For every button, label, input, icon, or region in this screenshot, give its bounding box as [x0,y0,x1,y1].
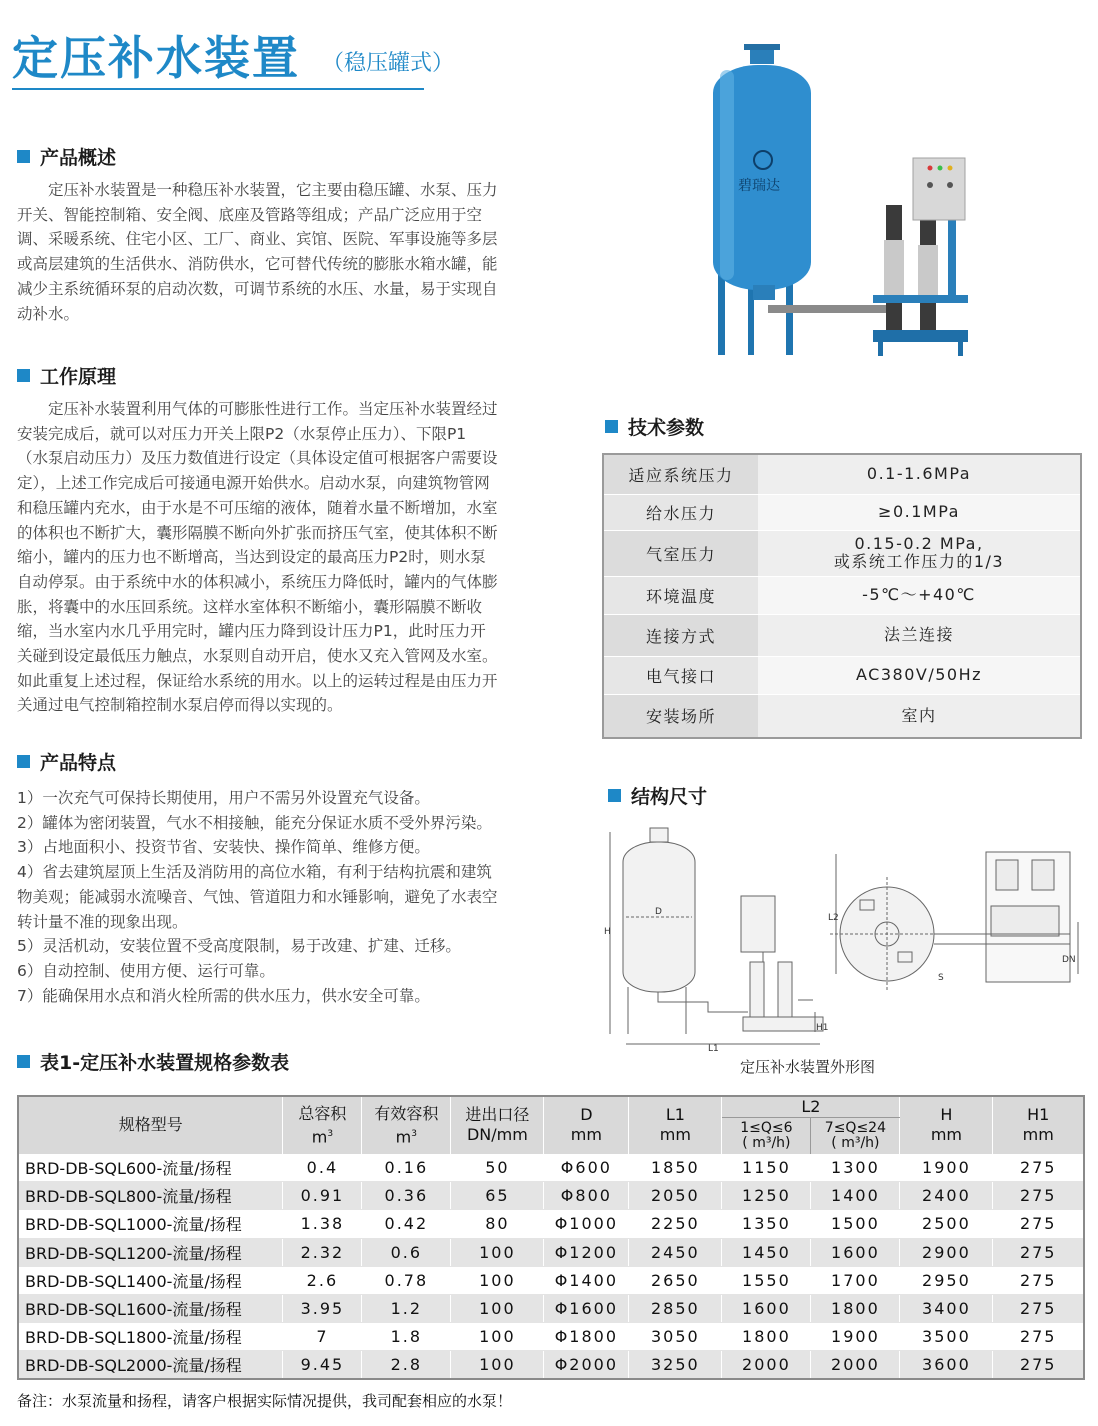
principle-paragraph [17,397,542,718]
header-h: H mm [900,1096,993,1154]
tech-key: 电气接口 [603,656,758,694]
product-photo [708,40,980,360]
cell-d: Φ1800 [544,1323,629,1351]
paragraph-line: 关通过电气控制箱控制水泵启停而得以实现的。 [17,696,343,715]
table-row [18,1323,1084,1351]
cell-model: BRD-DB-SQL800-流量/扬程 [18,1182,283,1210]
tech-key: 适应系统压力 [603,454,758,494]
overview-heading-text: 产品概述 [40,147,117,169]
principle-heading [17,362,116,389]
cell-l1: 1850 [629,1154,722,1182]
cell-l2-small-flow: 1600 [722,1294,811,1322]
cell-l1: 2250 [629,1210,722,1238]
cell-l2-small-flow: 1450 [722,1238,811,1266]
tech-key: 环境温度 [603,576,758,614]
cell-total-volume: 7 [283,1323,362,1351]
cell-l1: 3050 [629,1323,722,1351]
feature-item: 转计量不准的现象出现。 [17,912,188,931]
cell-h1: 275 [993,1266,1084,1294]
section-marker-icon [17,1055,30,1068]
feature-item: 3）占地面积小、投资节省、安装快、操作简单、维修方便。 [17,838,430,857]
tech-key: 气室压力 [603,530,758,576]
cell-h: 3500 [900,1323,993,1351]
cell-h: 1900 [900,1154,993,1182]
cell-h1: 275 [993,1182,1084,1210]
dim-label-l2: L2 [828,913,839,923]
cell-port: 80 [451,1210,544,1238]
paragraph-line: 动补水。 [17,304,80,323]
cell-port: 100 [451,1323,544,1351]
section-marker-icon [17,755,30,768]
cell-port: 100 [451,1294,544,1322]
dim-label-h1: H1 [816,1023,829,1033]
cell-l2-small-flow: 1350 [722,1210,811,1238]
paragraph-line: 开关、智能控制箱、安全阀、底座及管路等组成；产品广泛应用于空 [17,205,483,224]
dim-label-dn: DN [1062,955,1076,965]
paragraph-line: （水泵启动压力）及压力数值进行设定（具体设定值可根据客户需要设 [17,449,498,468]
dim-label-s: S [938,973,944,983]
cell-effective-volume: 2.8 [362,1351,451,1379]
header-port: 进出口径 DN/mm [451,1096,544,1154]
tech-key: 安装场所 [603,694,758,738]
tech-row [603,494,1081,530]
dim-label-h: H [604,927,611,937]
cell-d: Φ1600 [544,1294,629,1322]
header-l2-large-flow: 7≤Q≤24 ( m³/h) [811,1118,900,1154]
cell-l2-small-flow: 2000 [722,1351,811,1379]
cell-h1: 275 [993,1294,1084,1322]
cell-total-volume: 2.32 [283,1238,362,1266]
brand-logo-text: 碧瑞达 [738,178,780,194]
header-d: D mm [544,1096,629,1154]
paragraph-line: 减少主系统循环泵的启动次数，可调节系统的水压、水量，易于实现自 [17,279,498,298]
cell-model: BRD-DB-SQL1800-流量/扬程 [18,1323,283,1351]
cell-h1: 275 [993,1323,1084,1351]
cell-effective-volume: 0.16 [362,1154,451,1182]
cell-h1: 275 [993,1210,1084,1238]
paragraph-line: 自动停泵。由于系统中水的体积减小，系统压力降低时，罐内的气体膨 [17,572,498,591]
cell-h: 2950 [900,1266,993,1294]
cell-l2-small-flow: 1800 [722,1323,811,1351]
tech-key: 连接方式 [603,614,758,656]
tech-value: 室内 [758,694,1081,738]
title-underline [12,88,424,90]
dimension-drawing [598,822,1080,1054]
dim-label-l1: L1 [708,1044,719,1054]
cell-effective-volume: 0.36 [362,1182,451,1210]
table-row [18,1210,1084,1238]
paragraph-line: 缩小，罐内的压力也不断增高，当达到设定的最高压力P2时，则水泵 [17,548,486,567]
tech-row [603,614,1081,656]
tech-heading [605,413,704,440]
cell-l1: 3250 [629,1351,722,1379]
paragraph-line: 如此重复上述过程，保证给水系统的用水。以上的运转过程是由压力开 [17,671,498,690]
feature-item: 物美观；能减弱水流噪音、气蚀、管道阻力和水锤影响，避免了水表空 [17,887,498,906]
cell-l2-small-flow: 1550 [722,1266,811,1294]
header-h1: H1 mm [993,1096,1084,1154]
cell-port: 50 [451,1154,544,1182]
table-row [18,1154,1084,1182]
paragraph-line: 定压补水装置是一种稳压补水装置，它主要由稳压罐、水泵、压力 [17,181,498,199]
section-marker-icon [17,369,30,382]
cell-effective-volume: 0.78 [362,1266,451,1294]
header-l2: L2 [722,1096,900,1118]
cell-model: BRD-DB-SQL600-流量/扬程 [18,1154,283,1182]
table-row [18,1351,1084,1379]
cell-total-volume: 0.4 [283,1154,362,1182]
cell-port: 100 [451,1238,544,1266]
cell-port: 100 [451,1266,544,1294]
paragraph-line: 和稳压罐内充水，由于水是不可压缩的液体，随着水量不断增加，水室 [17,498,498,517]
tech-row [603,694,1081,738]
feature-item: 5）灵活机动，安装位置不受高度限制，易于改建、扩建、迁移。 [17,937,461,956]
cell-model: BRD-DB-SQL1000-流量/扬程 [18,1210,283,1238]
overview-paragraph [17,178,542,326]
cell-l2-large-flow: 1600 [811,1238,900,1266]
cell-l1: 2650 [629,1266,722,1294]
cell-h: 3600 [900,1351,993,1379]
section-marker-icon [605,420,618,433]
drawing-caption: 定压补水装置外形图 [740,1058,876,1076]
spec-table-heading-text: 表1-定压补水装置规格参数表 [40,1052,290,1074]
tech-row [603,656,1081,694]
paragraph-line: 定压补水装置利用气体的可膨胀性进行工作。当定压补水装置经过 [17,400,498,418]
cell-model: BRD-DB-SQL2000-流量/扬程 [18,1351,283,1379]
tech-value: 0.1-1.6MPa [758,454,1081,494]
paragraph-line: 定），上述工作完成后可接通电源开始供水。启动水泵，向建筑物管网 [17,474,490,493]
cell-l2-small-flow: 1250 [722,1182,811,1210]
cell-h1: 275 [993,1238,1084,1266]
header-l2-small-flow: 1≤Q≤6 ( m³/h) [722,1118,811,1154]
principle-heading-text: 工作原理 [40,366,117,388]
cell-l2-large-flow: 1800 [811,1294,900,1322]
cell-model: BRD-DB-SQL1600-流量/扬程 [18,1294,283,1322]
cell-l1: 2850 [629,1294,722,1322]
cell-l2-large-flow: 1700 [811,1266,900,1294]
tech-spec-table [602,453,1082,739]
paragraph-line: 的体积也不断扩大，囊形隔膜不断向外扩张而挤压气室，使其体积不断 [17,523,498,542]
cell-total-volume: 1.38 [283,1210,362,1238]
cell-l2-small-flow: 1150 [722,1154,811,1182]
tech-value: ≥0.1MPa [758,494,1081,530]
cell-l1: 2450 [629,1238,722,1266]
cell-h: 2900 [900,1238,993,1266]
structure-heading [608,782,707,809]
cell-d: Φ2000 [544,1351,629,1379]
header-l1: L1 mm [629,1096,722,1154]
feature-item: 6）自动控制、使用方便、运行可靠。 [17,961,275,980]
features-heading-text: 产品特点 [40,752,117,774]
table-row [18,1238,1084,1266]
section-marker-icon [608,789,621,802]
page-title: 定压补水装置 [12,31,300,85]
cell-effective-volume: 0.6 [362,1238,451,1266]
cell-port: 65 [451,1182,544,1210]
cell-d: Φ600 [544,1154,629,1182]
structure-heading-text: 结构尺寸 [631,786,708,808]
table-row [18,1182,1084,1210]
feature-item: 1）一次充气可保持长期使用，用户不需另外设置充气设备。 [17,789,430,807]
paragraph-line: 调、采暖系统、住宅小区、工厂、商业、宾馆、医院、军事设施等多层 [17,230,498,249]
features-heading [17,748,116,775]
cell-l2-large-flow: 2000 [811,1351,900,1379]
header-total-volume: 总容积 $m^3$ [283,1096,362,1154]
cell-l2-large-flow: 1500 [811,1210,900,1238]
tech-key: 给水压力 [603,494,758,530]
cell-l2-large-flow: 1900 [811,1323,900,1351]
feature-item: 4）省去建筑屋顶上生活及消防用的高位水箱，有利于结构抗震和建筑 [17,863,492,882]
cell-model: BRD-DB-SQL1400-流量/扬程 [18,1266,283,1294]
dim-label-d: D [655,907,662,917]
cell-model: BRD-DB-SQL1200-流量/扬程 [18,1238,283,1266]
table-note: 备注：水泵流量和扬程，请客户根据实际情况提供，我司配套相应的水泵！ [17,1392,513,1410]
tech-value: 0.15-0.2 MPa, 或系统工作压力的1/3 [758,530,1081,576]
table-row [18,1294,1084,1322]
cell-total-volume: 0.91 [283,1182,362,1210]
paragraph-line: 缩，当水室内水几乎用完时，罐内压力降到设计压力P1，此时压力开 [17,622,486,641]
section-marker-icon [17,150,30,163]
feature-item: 7）能确保用水点和消火栓所需的供水压力，供水安全可靠。 [17,986,430,1005]
cell-h1: 275 [993,1154,1084,1182]
tech-value: 法兰连接 [758,614,1081,656]
page-subtitle: （稳压罐式） [322,51,455,76]
features-list [17,786,557,1008]
tech-value: AC380V/50Hz [758,656,1081,694]
cell-d: Φ1200 [544,1238,629,1266]
cell-total-volume: 3.95 [283,1294,362,1322]
cell-d: Φ1400 [544,1266,629,1294]
cell-l2-large-flow: 1400 [811,1182,900,1210]
cell-h: 2400 [900,1182,993,1210]
paragraph-line: 关碰到设定最低压力触点，水泵则自动开启，使水又充入管网及水室。 [17,647,498,666]
spec-parameter-table [17,1095,1085,1380]
overview-heading [17,143,116,170]
header-model: 规格型号 [18,1096,283,1154]
paragraph-line: 胀，将囊中的水压回系统。这样水室体积不断缩小，囊形隔膜不断收 [17,597,483,616]
feature-item: 2）罐体为密闭装置，气水不相接触，能充分保证水质不受外界污染。 [17,813,492,832]
cell-l2-large-flow: 1300 [811,1154,900,1182]
cell-d: Φ800 [544,1182,629,1210]
tech-value: -5℃～+40℃ [758,576,1081,614]
cell-total-volume: 2.6 [283,1266,362,1294]
paragraph-line: 安装完成后，就可以对压力开关上限P2（水泵停止压力）、下限P1 [17,424,467,443]
cell-d: Φ1000 [544,1210,629,1238]
cell-effective-volume: 1.2 [362,1294,451,1322]
cell-h: 3400 [900,1294,993,1322]
cell-l1: 2050 [629,1182,722,1210]
cell-effective-volume: 0.42 [362,1210,451,1238]
table-row [18,1266,1084,1294]
tech-row [603,576,1081,614]
spec-table-heading [17,1048,289,1075]
cell-total-volume: 9.45 [283,1351,362,1379]
tech-row [603,454,1081,494]
cell-effective-volume: 1.8 [362,1323,451,1351]
tech-row [603,530,1081,576]
cell-h1: 275 [993,1351,1084,1379]
cell-port: 100 [451,1351,544,1379]
header-effective-volume: 有效容积 $m^3$ [362,1096,451,1154]
tech-heading-text: 技术参数 [628,417,705,439]
paragraph-line: 或高层建筑的生活供水、消防供水，它可替代传统的膨胀水箱水罐，能 [17,255,498,274]
cell-h: 2500 [900,1210,993,1238]
